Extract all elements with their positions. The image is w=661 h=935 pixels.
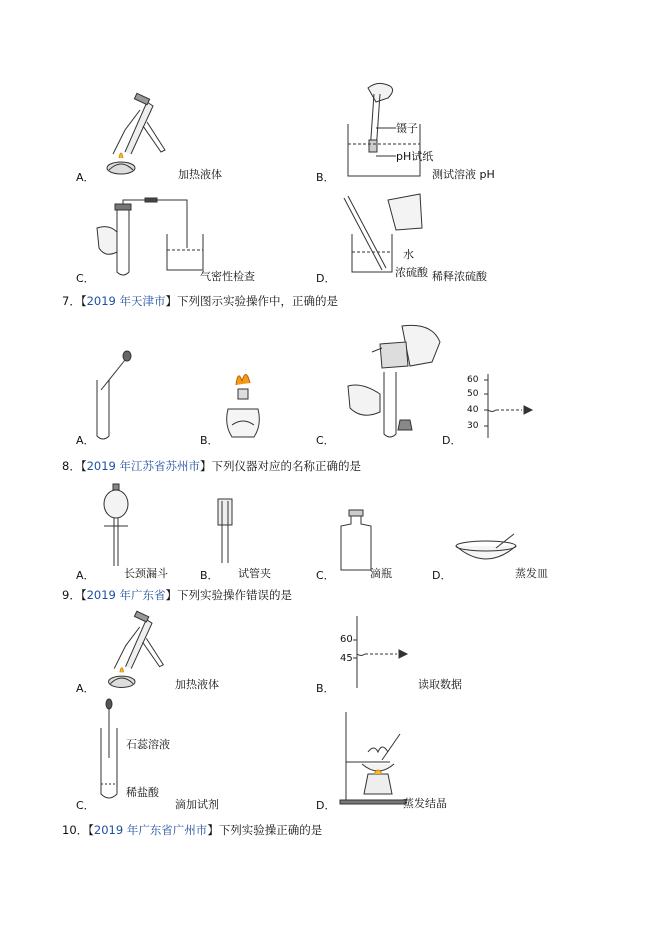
bracket-open: 【 <box>80 588 87 602</box>
label-tweezers: 镊子 <box>396 122 418 135</box>
question-10-stem <box>62 822 322 838</box>
dropper-in-tube-figure-7a <box>95 350 135 445</box>
option-6d-caption: 稀释浓硫酸 <box>432 270 487 283</box>
question-9-source: 2019 年广东省 <box>86 588 166 602</box>
option-6d-letter: D． <box>316 272 336 285</box>
option-7d-letter: D． <box>442 434 462 447</box>
option-6a-caption: 加热液体 <box>178 168 222 181</box>
question-10-text: 下列实验操正确的是 <box>218 823 323 837</box>
option-6c-letter: C． <box>76 272 95 285</box>
heating-liquid-figure-9a <box>95 610 175 695</box>
option-9c-letter: C． <box>76 799 95 812</box>
option-9b-letter: B． <box>316 682 335 695</box>
bracket-close: 】 <box>200 459 212 473</box>
bracket-close: 】 <box>165 588 177 602</box>
option-8a-letter: A． <box>76 569 95 582</box>
option-6c-caption: 气密性检查 <box>200 270 255 283</box>
option-9a-caption: 加热液体 <box>175 678 219 691</box>
option-7a-letter: A． <box>76 434 95 447</box>
tick-50: 50 <box>467 389 479 399</box>
tube-clamp-figure-8b <box>214 497 238 567</box>
tick-45: 45 <box>340 653 353 664</box>
option-6b-letter: B． <box>316 171 335 184</box>
question-9-number: 9． <box>62 588 81 602</box>
label-litmus: 石蕊溶液 <box>126 738 170 751</box>
question-9-stem <box>62 587 292 603</box>
bracket-close: 】 <box>207 823 219 837</box>
question-10-number: 10． <box>62 823 89 837</box>
option-6b-caption: 测试溶液 pH <box>432 168 495 181</box>
dropping-bottle-figure-8c <box>337 508 375 573</box>
option-9b-caption: 读取数据 <box>418 678 462 691</box>
option-8c-letter: C． <box>316 569 335 582</box>
label-water: 水 <box>403 248 414 261</box>
question-9-text: 下列实验操作错误的是 <box>177 588 292 602</box>
question-7-text: 下列图示实验操作中，正确的是 <box>177 294 338 308</box>
bracket-open: 【 <box>80 294 87 308</box>
label-conc-acid: 浓硫酸 <box>395 266 428 279</box>
evaporating-dish-figure-8d <box>452 532 522 567</box>
label-dilute-hcl: 稀盐酸 <box>126 786 159 799</box>
option-8c-caption: 滴瓶 <box>370 567 392 580</box>
option-8b-caption: 试管夹 <box>238 567 271 580</box>
funnel-figure-8a <box>96 482 136 572</box>
tick-40: 40 <box>467 405 479 415</box>
heating-liquid-figure-6a <box>95 92 175 182</box>
question-10-source: 2019 年广东省广州市 <box>93 823 208 837</box>
bracket-open: 【 <box>80 459 87 473</box>
bracket-open: 【 <box>88 823 94 837</box>
option-9d-caption: 蒸发结晶 <box>403 797 447 810</box>
question-8-source: 2019 年江苏省苏州市 <box>86 459 200 473</box>
question-7-number: 7． <box>62 294 81 308</box>
question-7-stem <box>62 293 338 309</box>
option-7b-letter: B． <box>200 434 219 447</box>
bracket-close: 】 <box>165 294 177 308</box>
option-8d-letter: D． <box>432 569 452 582</box>
tick-60: 60 <box>340 634 353 645</box>
option-6a-letter: A． <box>76 171 95 184</box>
option-9a-letter: A． <box>76 682 95 695</box>
option-8b-letter: B． <box>200 569 219 582</box>
question-8-text: 下列仪器对应的名称正确的是 <box>211 459 361 473</box>
graduated-cylinder-figure-7d <box>468 372 538 442</box>
tick-60: 60 <box>467 375 479 385</box>
option-8d-caption: 蒸发皿 <box>515 567 548 580</box>
option-9c-caption: 滴加试剂 <box>175 798 219 811</box>
question-7-source: 2019 年天津市 <box>86 294 166 308</box>
option-8a-caption: 长颈漏斗 <box>124 567 168 580</box>
option-9d-letter: D． <box>316 799 336 812</box>
label-ph-paper: pH试纸 <box>396 150 434 163</box>
tick-30: 30 <box>467 421 479 431</box>
alcohol-lamp-figure-7b <box>218 365 268 445</box>
question-8-number: 8． <box>62 459 81 473</box>
option-7c-letter: C． <box>316 434 335 447</box>
evaporation-figure-9d <box>338 708 413 808</box>
airtightness-figure-6c <box>95 198 205 278</box>
read-cylinder-figure-9b <box>335 614 415 690</box>
question-8-stem <box>62 458 361 474</box>
pouring-liquid-figure-7c <box>340 322 445 447</box>
